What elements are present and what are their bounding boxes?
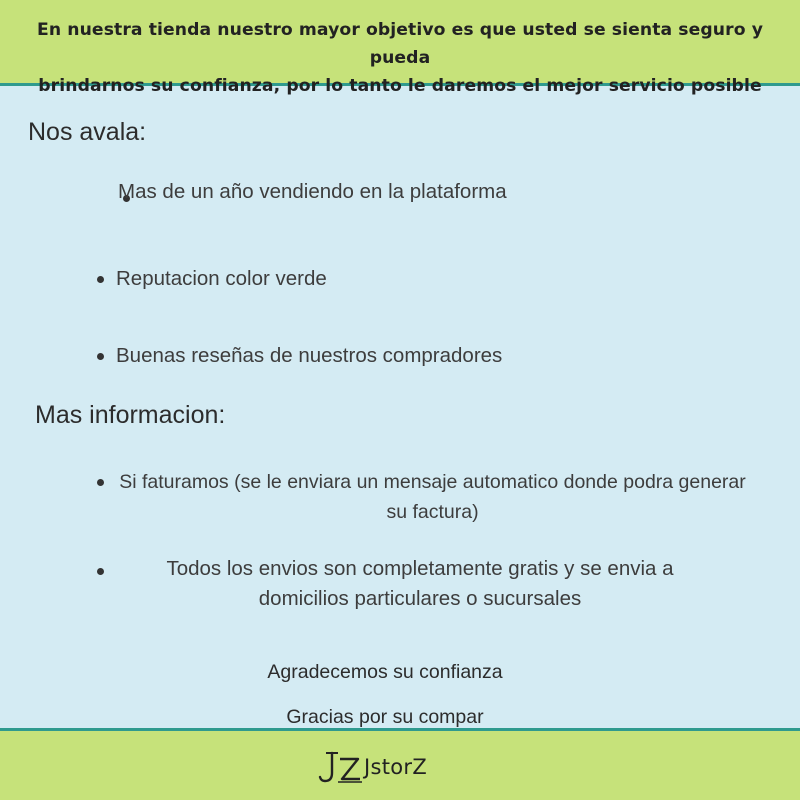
footer-banner	[0, 728, 800, 800]
avala-item-2: Reputacion color verde	[116, 267, 327, 290]
info-item-1	[110, 467, 755, 527]
bullet-dot	[97, 568, 104, 575]
bullet-dot	[97, 276, 104, 283]
header-line-1: En nuestra tienda nuestro mayor objetivo es que usted se sienta seguro y pueda	[37, 20, 763, 68]
thanks-text: Agradecemos su confianza	[267, 661, 503, 683]
header-line-2: brindarnos su confianza, por lo tanto le daremos el mejor servicio posible	[38, 76, 762, 96]
avala-item-3: Buenas reseñas de nuestros compradores	[116, 344, 503, 367]
mas-informacion-heading: Mas informacion:	[35, 401, 226, 429]
gracias-text: Gracias por su compar	[286, 706, 484, 728]
info-item-2-line-1: Todos los envios son completamente gratis y se envia a	[166, 557, 674, 580]
info-item-2-line-2: domicilios particulares o sucursales	[258, 587, 582, 610]
avala-item-1: Mas de un año vendiendo en la plataforma	[118, 180, 507, 203]
header-banner	[0, 0, 800, 96]
brand-logo	[318, 749, 427, 785]
info-item-2	[110, 554, 730, 614]
nos-avala-heading: Nos avala:	[28, 118, 147, 146]
jz-logo-icon	[318, 749, 364, 785]
info-item-1-line-1: Si faturamos (se le enviara un mensaje automatico donde podra generar	[119, 471, 746, 493]
brand-name: JstorZ	[364, 755, 428, 779]
bullet-dot	[97, 479, 104, 486]
info-item-1-line-2: su factura)	[386, 501, 479, 523]
bullet-dot	[97, 353, 104, 360]
main-content	[0, 86, 800, 728]
